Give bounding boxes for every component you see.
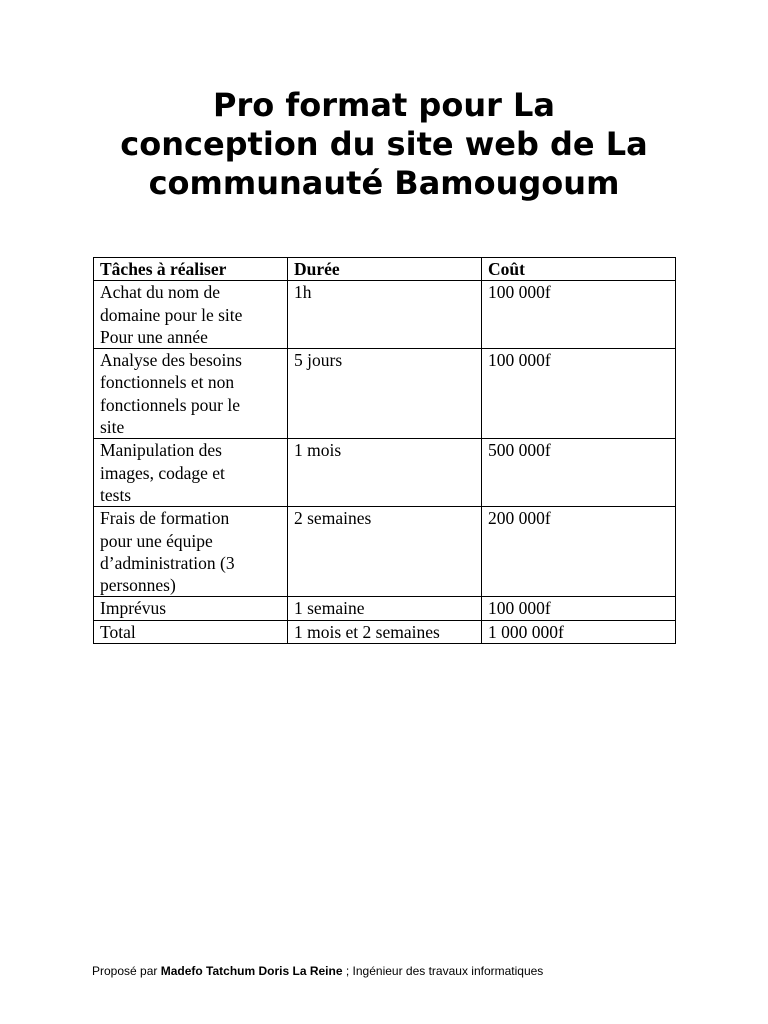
column-header-duration: Durée [288, 258, 482, 281]
table-row [94, 281, 676, 349]
task-text-line: Analyse des besoins [100, 350, 242, 371]
task-text-line: Achat du nom de [100, 282, 221, 303]
task-cell [94, 439, 288, 507]
cost-cell: 100 000f [482, 349, 676, 439]
task-cell [94, 281, 288, 349]
table-total-row [94, 620, 676, 643]
task-text-line: fonctionnels pour le [100, 394, 240, 415]
page-title [40, 86, 728, 203]
duration-cell: 1 mois [288, 439, 482, 507]
cost-cell: 200 000f [482, 507, 676, 597]
footer-author: Madefo Tatchum Doris La Reine [160, 964, 343, 978]
footer-prefix: Proposé par [92, 964, 161, 978]
duration-cell: 1h [288, 281, 482, 349]
cost-cell: 500 000f [482, 439, 676, 507]
table-header-row [94, 258, 676, 281]
title-line: Pro format pour La [213, 86, 555, 124]
column-header-cost: Coût [482, 258, 676, 281]
duration-cell: 1 mois et 2 semaines [288, 620, 482, 643]
duration-cell: 2 semaines [288, 507, 482, 597]
title-line: conception du site web de La [120, 125, 648, 163]
table-row [94, 597, 676, 620]
task-cell [94, 597, 288, 620]
cost-cell: 100 000f [482, 597, 676, 620]
task-text-line: Manipulation des [100, 440, 222, 461]
footer-suffix: ; Ingénieur des travaux informatiques [342, 964, 544, 978]
duration-cell: 1 semaine [288, 597, 482, 620]
column-header-task: Tâches à réaliser [94, 258, 288, 281]
cost-cell: 100 000f [482, 281, 676, 349]
task-cell [94, 349, 288, 439]
cost-cell: 1 000 000f [482, 620, 676, 643]
task-cell [94, 620, 288, 643]
duration-cell: 5 jours [288, 349, 482, 439]
task-text-line: d’administration (3 [100, 552, 235, 573]
task-text-line: Imprévus [100, 598, 167, 619]
task-text-line: pour une équipe [100, 530, 213, 551]
table-row [94, 349, 676, 439]
task-text-line: tests [100, 484, 132, 505]
task-text-line: Total [100, 621, 136, 642]
task-text-line: Frais de formation [100, 508, 230, 529]
task-text-line: Pour une année [100, 326, 208, 347]
tasks-table [93, 257, 676, 644]
table-row [94, 507, 676, 597]
task-text-line: personnes) [100, 575, 176, 596]
task-text-line: domaine pour le site [100, 304, 243, 325]
task-text-line: fonctionnels et non [100, 372, 235, 393]
page-footer [92, 964, 543, 978]
title-line: communauté Bamougoum [148, 164, 620, 202]
table-row [94, 439, 676, 507]
task-text-line: images, codage et [100, 462, 225, 483]
task-text-line: site [100, 417, 125, 438]
task-cell [94, 507, 288, 597]
